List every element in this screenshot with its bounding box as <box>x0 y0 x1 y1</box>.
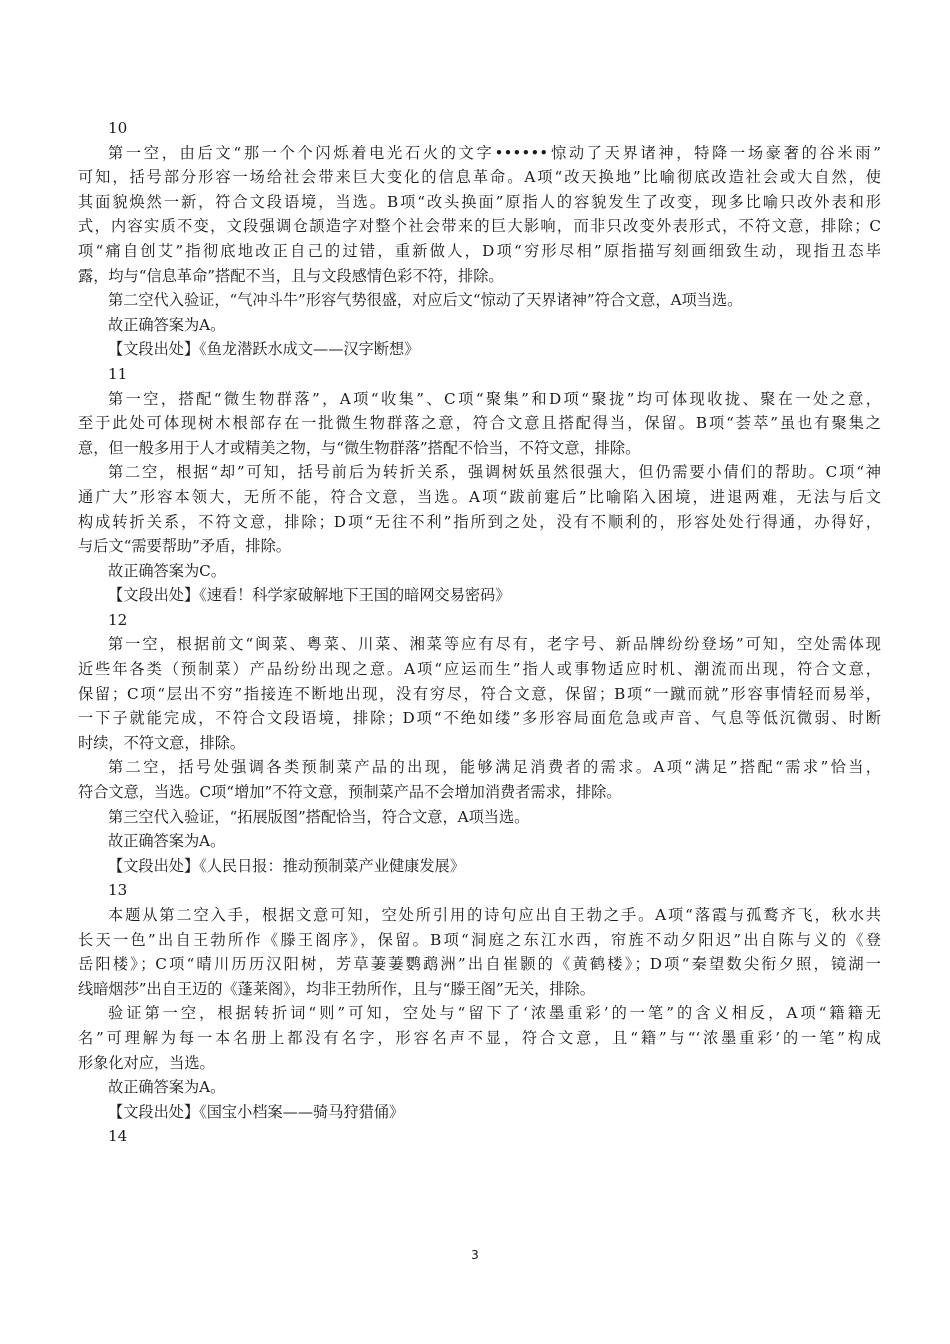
paragraph-line: 通广大”形容本领大，无所不能，符合文意，当选。A项“跋前疐后”比喻陷入困境，进退两难，无法与后文 <box>78 487 881 506</box>
paragraph-line: 式，内容实质不变，文段强调仓颉造字对整个社会带来的巨大影响，而非只改变外表形式，不符文意，排除；C <box>78 217 881 236</box>
question-number: 10 <box>108 119 128 137</box>
paragraph-line-first: 第二空，括号处强调各类预制菜产品的出现，能够满足消费者的需求。A项“满足”搭配“需求”恰当， <box>108 758 881 777</box>
paragraph-line: 岳阳楼》；C项“晴川历历汉阳树，芳草萋萋鹦鹉洲”出自崔颢的《黄鹤楼》；D项“秦望数尖衔夕照，镜湖一 <box>78 955 881 974</box>
question-number: 13 <box>108 881 128 900</box>
paragraph-line-first: 验证第一空，根据转折词“则”可知，空处与“留下了‘浓墨重彩’的一笔”的含义相反，A项“籍籍无 <box>108 1004 881 1023</box>
question-number: 12 <box>108 610 128 629</box>
question-number: 14 <box>108 1127 128 1146</box>
paragraph-line-first: 【文段出处】《鱼龙潜跃水成文——汉字断想》 <box>108 340 420 359</box>
paragraph-line-first: 第三空代入验证，“拓展版图”搭配恰当，符合文意，A项当选。 <box>108 807 530 826</box>
paragraph-line-first: 【文段出处】《国宝小档案——骑马狩猎俑》 <box>108 1102 405 1121</box>
paragraph-line: 符合文意，当选。C项“增加”不符文意，预制菜产品不会增加消费者需求，排除。 <box>78 783 622 802</box>
paragraph-line: 可知，括号部分形容一场给社会带来巨大变化的信息革命。A项“改天换地”比喻彻底改造社会或大自然，使 <box>78 168 881 187</box>
paragraph-line: 构成转折关系，不符文意，排除；D项“无往不利”指所到之处，没有不顺利的，形容处处行得通，办得好， <box>78 512 881 531</box>
paragraph-line: 时续，不符文意，排除。 <box>78 733 246 752</box>
paragraph-line-first: 故正确答案为A。 <box>108 832 226 851</box>
paragraph-line: 名”可理解为每一本名册上都没有名字，形容名声不显，符合文意，且“籍”与“‘浓墨重彩’的一笔”构成 <box>78 1028 881 1047</box>
paragraph-line: 意，但一般多用于人才或精美之物，与“微生物群落”搭配不恰当，不符文意，排除。 <box>78 438 641 457</box>
paragraph-line: 项“痛自创艾”指彻底地改正自己的过错，重新做人，D项“穷形尽相”原指描写刻画细致生动，现指丑态毕 <box>78 241 881 260</box>
question-number: 11 <box>108 364 128 383</box>
paragraph-line: 露，均与“信息革命”搭配不当，且与文段感情色彩不符，排除。 <box>78 266 504 285</box>
paragraph-line: 形象化对应，当选。 <box>78 1053 215 1072</box>
paragraph-line: 保留；C项“层出不穷”指接连不断地出现，没有穷尽，符合文意，保留；B项“一蹴而就”形容事情轻而易举， <box>78 684 881 703</box>
paragraph-line: 长天一色”出自王勃所作《滕王阁序》，保留。B项“洞庭之东江水西，帘旌不动夕阳迟”出自陈与义的《登 <box>78 930 881 949</box>
paragraph-line: 近些年各类（预制菜）产品纷纷出现之意。A项“应运而生”指人或事物适应时机、潮流而出现，符合文意， <box>78 660 881 679</box>
paragraph-line-first: 本题从第二空入手，根据文意可知，空处所引用的诗句应出自王勃之手。A项“落霞与孤鹜齐飞，秋水共 <box>108 906 881 924</box>
paragraph-line-first: 故正确答案为C。 <box>108 561 226 580</box>
paragraph-line-first: 第二空，根据“却”可知，括号前后为转折关系，强调树妖虽然很强大，但仍需要小倩们的帮助。C项“神 <box>108 463 881 482</box>
paragraph-line: 线暗烟莎”出自王迈的《蓬莱阁》，均非王勃所作，且与“滕王阁”无关，排除。 <box>78 979 595 998</box>
paragraph-line: 其面貌焕然一新，符合文段语境，当选。B项“改头换面”原指人的容貌发生了改变，现多比喻只改外表和形 <box>78 192 881 211</box>
paragraph-line: 与后文“需要帮助”矛盾，排除。 <box>78 537 291 556</box>
paragraph-line-first: 【文段出处】《人民日报：推动预制菜产业健康发展》 <box>108 856 465 875</box>
document-body <box>78 116 881 1149</box>
paragraph-line-first: 第一空，搭配“微生物群落”，A项“收集”、C项“聚集”和D项“聚拢”均可体现收拢、聚在一处之意， <box>108 389 881 408</box>
paragraph-line-first: 第一空，根据前文“闽菜、粤菜、川菜、湘菜等应有尽有，老字号、新品牌纷纷登场”可知，空处需体现 <box>108 635 881 654</box>
paragraph-line-first: 故正确答案为A。 <box>108 315 226 334</box>
paragraph-line-first: 故正确答案为A。 <box>108 1078 226 1097</box>
page-number: 3 <box>471 1248 479 1262</box>
paragraph-line: 一下子就能完成，不符合文段语境，排除；D项“不绝如缕”多形容局面危急或声音、气息等低沉微弱、时断 <box>78 709 881 728</box>
paragraph-line-first: 第二空代入验证，“气冲斗牛”形容气势很盛，对应后文“惊动了天界诸神”符合文意，A项当选。 <box>108 291 743 310</box>
paragraph-line-first: 【文段出处】《速看！科学家破解地下王国的暗网交易密码》 <box>108 586 511 605</box>
paragraph-line: 至于此处可体现树木根部存在一批微生物群落之意，符合文意且搭配得当，保留。B项“荟萃”虽也有聚集之 <box>78 414 881 433</box>
paragraph-line-first: 第一空，由后文“那一个个闪烁着电光石火的文字••••••惊动了天界诸神，特降一场豪奢的谷米雨” <box>108 143 881 162</box>
